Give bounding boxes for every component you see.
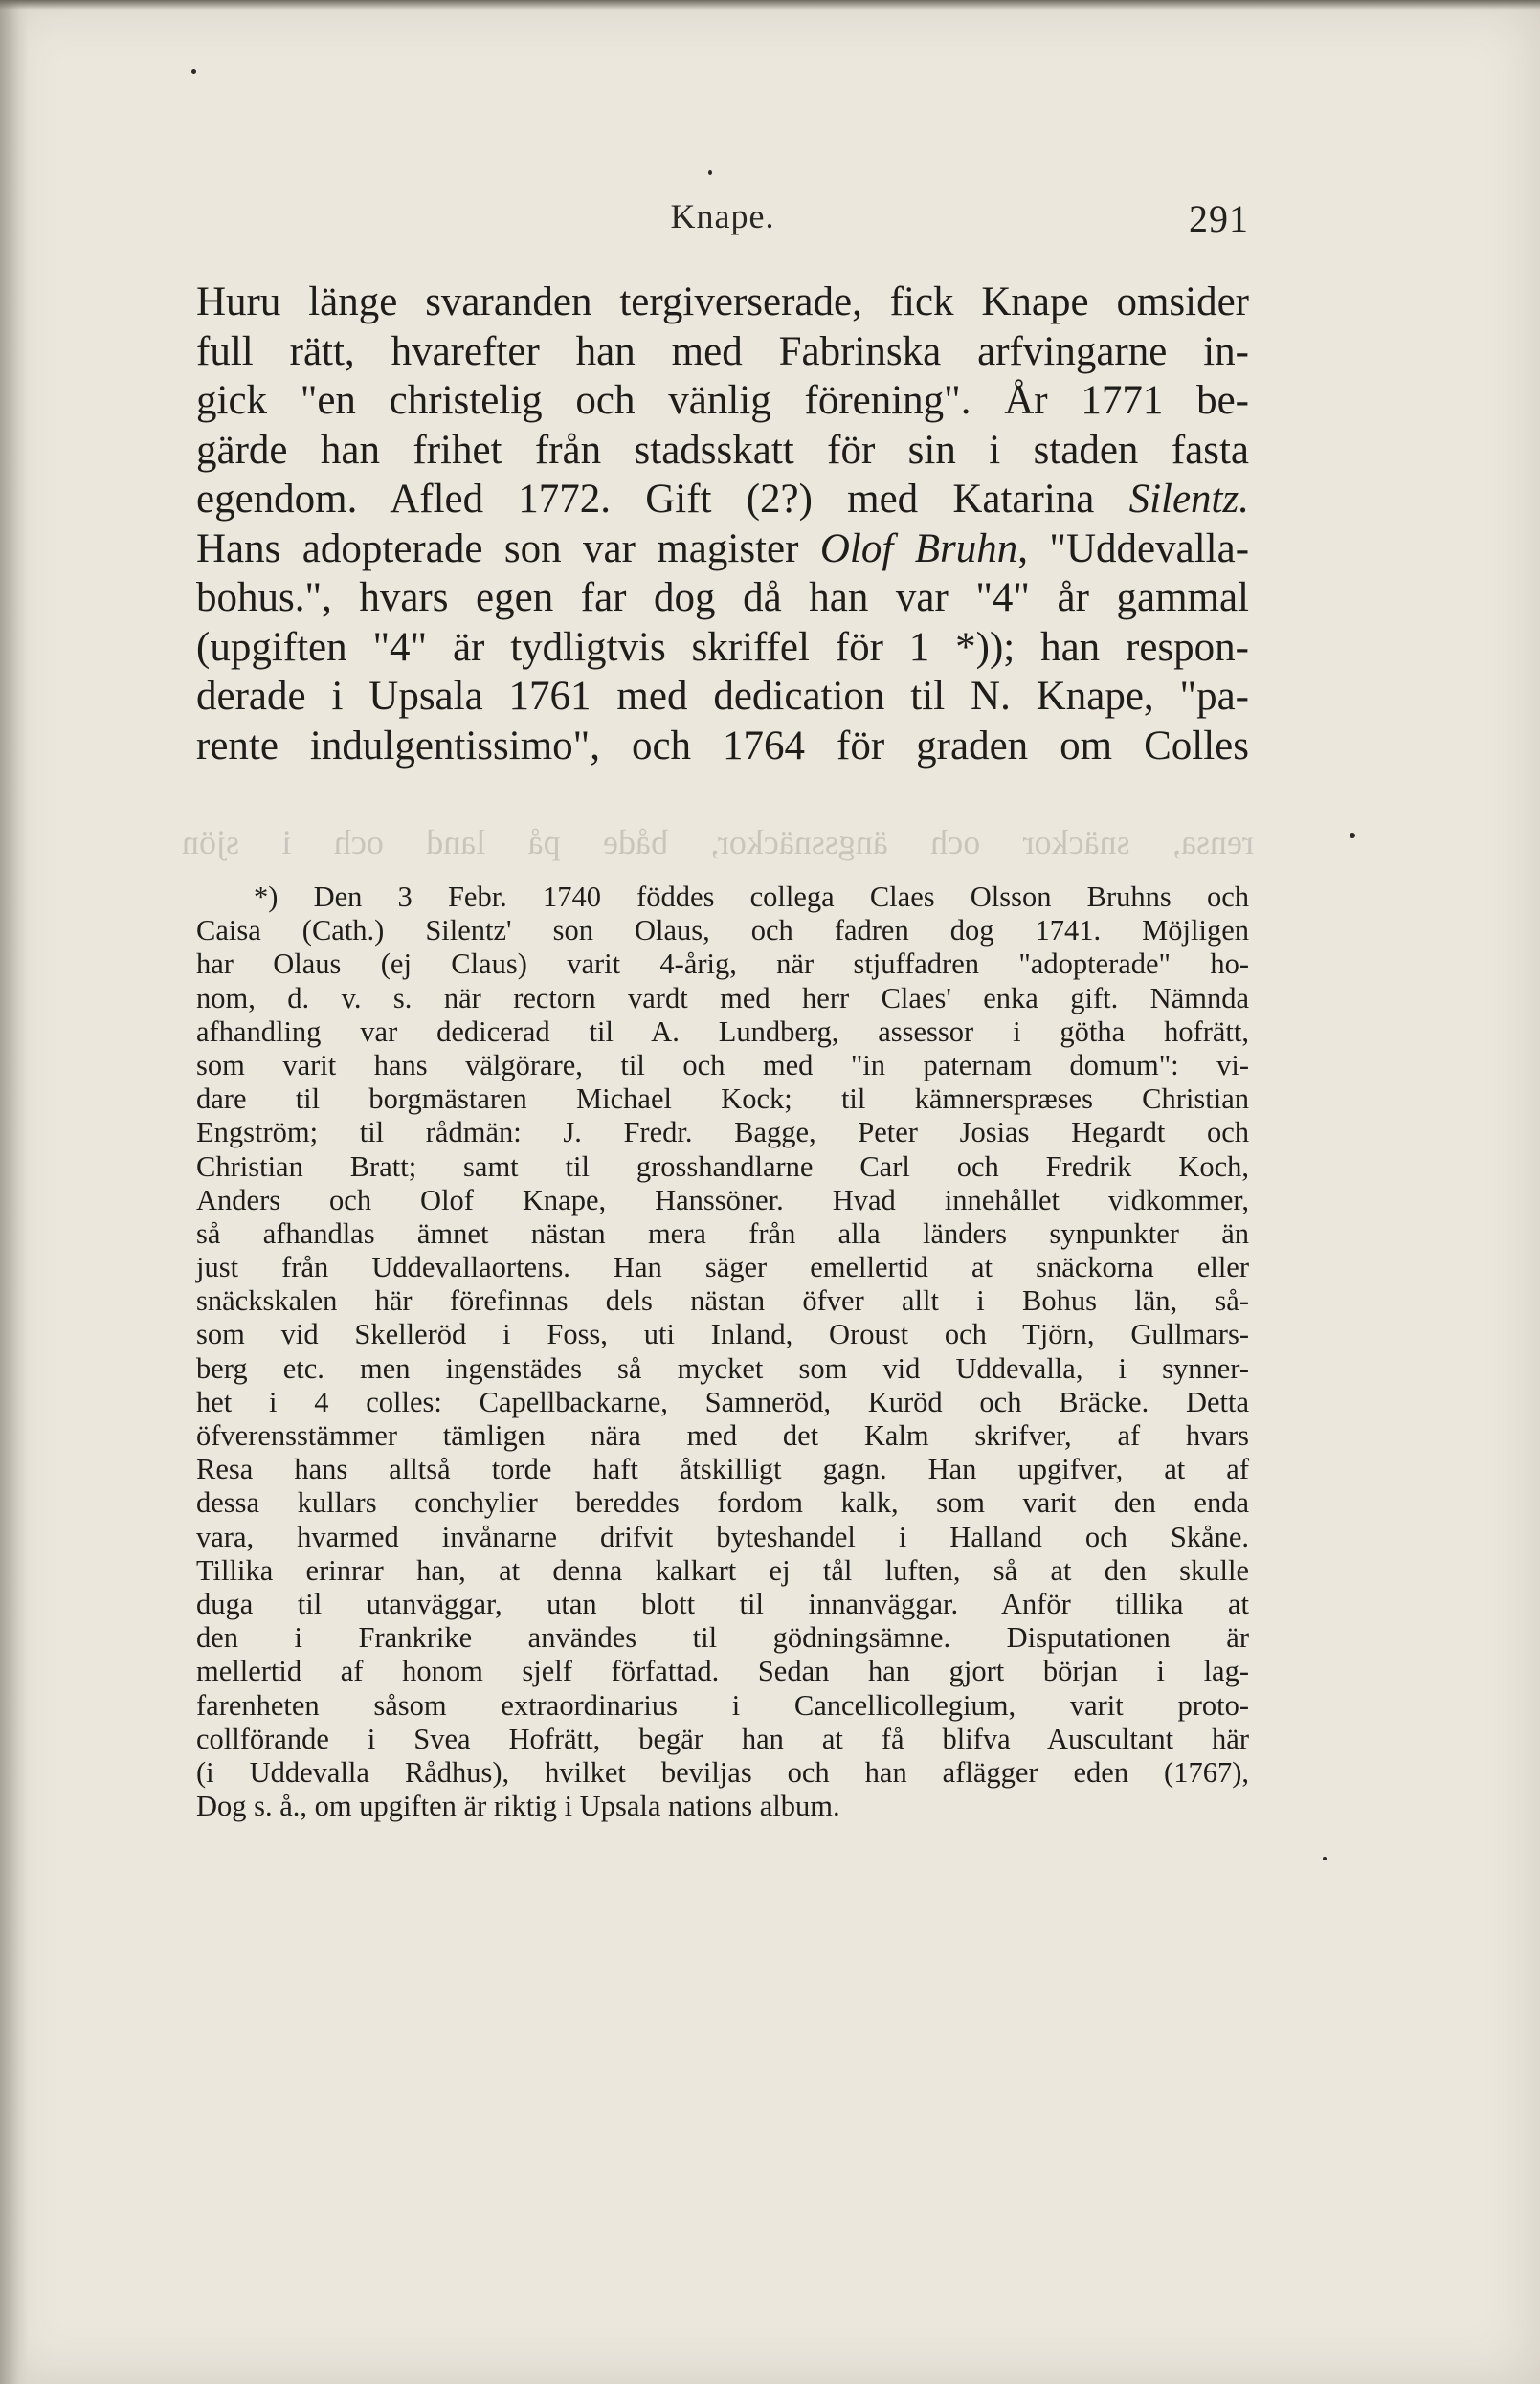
footnote-line: öfverensstämmer tämligen nära med det Kalm skrifver, af hvars — [196, 1419, 1249, 1452]
footnote-line: collförande i Svea Hofrätt, begär han at få blifva Auscultant här — [196, 1722, 1249, 1755]
main-text-line: (upgiften "4" är tydligtvis skriffel för 1 *)); han respon- — [196, 624, 1249, 670]
footnote-line: Resa hans alltså torde haft åtskilligt gagn. Han upgifver, at af — [196, 1453, 1249, 1486]
footnote-line: vara, hvarmed invånarne drifvit byteshandel i Halland och Skåne. — [196, 1520, 1249, 1553]
footnote-line: Caisa (Cath.) Silentz' son Olaus, och fadren dog 1741. Möjligen — [196, 914, 1249, 947]
running-head: Knape. — [670, 197, 775, 235]
footnote-line: just från Uddevallaortens. Han säger emellertid at snäckorna eller — [196, 1251, 1249, 1284]
footnote-line: så afhandlas ämnet nästan mera från alla länders synpunkter än — [196, 1216, 1249, 1250]
footnote-line: Christian Bratt; samt til grosshandlarne Carl och Fredrik Koch, — [196, 1149, 1249, 1183]
footnote-line: Anders och Olof Knape, Hanssöner. Hvad innehållet vidkommer, — [196, 1183, 1249, 1216]
footnote-line: dessa kullars conchylier bereddes fordom kalk, som varit den enda — [196, 1486, 1249, 1520]
main-text-line: full rätt, hvarefter han med Fabrinska arfvingarne in- — [196, 328, 1249, 374]
main-text-line: Huru länge svaranden tergiverserade, fick Knape omsider — [196, 279, 1249, 324]
footnote-line: som vid Skelleröd i Foss, uti Inland, Oroust och Tjörn, Gullmars- — [196, 1318, 1249, 1351]
ink-speck — [1323, 1857, 1327, 1860]
line-segment: , "Uddevalla- — [1017, 525, 1250, 571]
footnote-line: duga til utanväggar, utan blott til innanväggar. Anför tillika at — [196, 1587, 1249, 1620]
main-text-line-silentz — [196, 475, 1249, 524]
footnote-line: har Olaus (ej Claus) varit 4-årig, när stjuffadren "adopterade" ho- — [196, 947, 1249, 981]
top-edge-shadow — [0, 0, 1540, 10]
main-text-line: gick "en christelig och vänlig förening". År 1771 be- — [196, 378, 1249, 423]
italic-name-olof-bruhn: Olof Bruhn — [819, 525, 1018, 571]
footnote-line: het i 4 colles: Capellbackarne, Samneröd, Kuröd och Bräcke. Detta — [196, 1385, 1249, 1418]
footnote-line: Dog s. å., om upgiften är riktig i Upsala nations album. — [196, 1790, 840, 1823]
italic-name-silentz: Silentz. — [1128, 477, 1249, 522]
show-through-text: rensa, snäckor och ängssnäckor, både på land och i sjön — [182, 823, 1254, 861]
footnote-line: afhandling var dedicerad til A. Lundberg, assessor i götha hofrätt, — [196, 1014, 1249, 1048]
ink-speck — [708, 170, 712, 175]
footnote-block — [196, 880, 1249, 1823]
line-segment: Hans adopterade son var magister — [196, 525, 820, 571]
footnote-line: Tillika erinrar han, at denna kalkart ej tål luften, så at den skulle — [196, 1553, 1249, 1587]
ink-speck — [1350, 833, 1355, 838]
footnote-line: dare til borgmästaren Michael Kock; til kämnerspræses Christian — [196, 1082, 1249, 1116]
footnote-line: den i Frankrike användes til gödningsämne. Disputationen är — [196, 1621, 1249, 1655]
main-text-line: rente indulgentissimo", och 1764 för graden om Colles — [196, 723, 1249, 769]
main-text-line: bohus.", hvars egen far dog då han var "4" år gammal — [196, 575, 1249, 620]
page-number: 291 — [1189, 197, 1249, 240]
binding-edge-shadow — [0, 0, 29, 2384]
main-text-block — [196, 278, 1249, 770]
main-text-line: gärde han frihet från stadsskatt för sin i staden fasta — [196, 427, 1249, 473]
line-segment: egendom. Afled 1772. Gift (2?) med Katarina — [196, 477, 1129, 522]
footnote-line: *) Den 3 Febr. 1740 föddes collega Claes Olsson Bruhns och — [254, 880, 1249, 913]
footnote-line: Engström; til rådmän: J. Fredr. Bagge, Peter Josias Hegardt och — [196, 1116, 1249, 1149]
ink-speck — [191, 69, 196, 74]
main-text-line: derade i Upsala 1761 med dedication til N. Knape, "pa- — [196, 674, 1249, 719]
footnote-line: som varit hans välgörare, til och med "in paternam domum": vi- — [196, 1048, 1249, 1081]
page-header — [196, 196, 1249, 254]
footnote-line: (i Uddevalla Rådhus), hvilket beviljas och han aflägger eden (1767), — [196, 1755, 1249, 1789]
footnote-line: berg etc. men ingenstädes så mycket som vid Uddevalla, i synner- — [196, 1351, 1249, 1385]
footnote-line: nom, d. v. s. när rectorn vardt med herr Claes' enka gift. Nämnda — [196, 981, 1249, 1014]
footnote-line: snäckskalen här förefinnas dels nästan öfver allt i Bohus län, så- — [196, 1284, 1249, 1318]
footnote-line: mellertid af honom sjelf författad. Sedan han gjort början i lag- — [196, 1655, 1249, 1688]
footnote-line: farenheten såsom extraordinarius i Cancellicollegium, varit proto- — [196, 1688, 1249, 1722]
main-text-line-bruhn — [196, 524, 1249, 574]
